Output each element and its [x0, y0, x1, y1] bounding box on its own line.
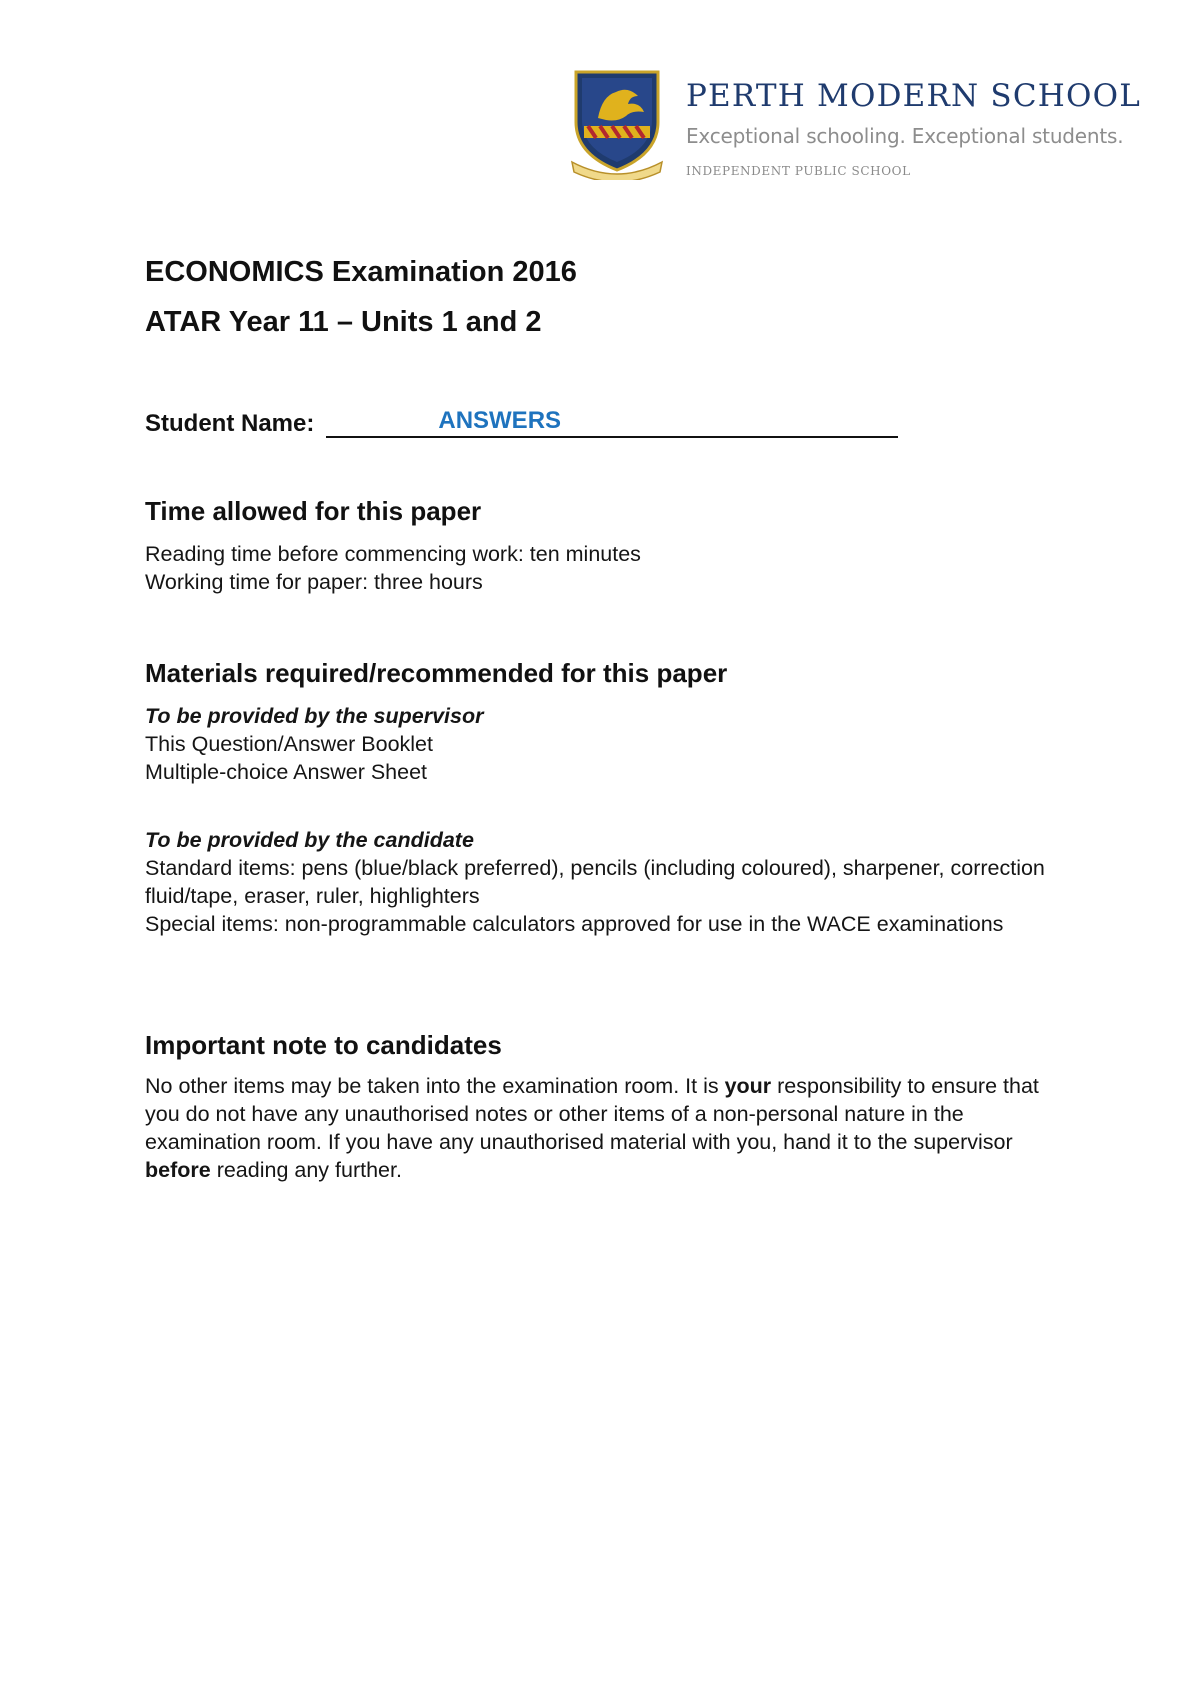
student-name-label: Student Name:: [145, 410, 315, 437]
school-type: INDEPENDENT PUBLIC SCHOOL: [686, 164, 911, 178]
student-name-row: [145, 406, 898, 438]
supervisor-materials: [145, 702, 1075, 786]
candidate-materials: [145, 826, 1075, 938]
candidate-heading: To be provided by the candidate: [145, 828, 474, 852]
working-time: Working time for paper: three hours: [145, 570, 483, 594]
important-note-text: [145, 1072, 1075, 1184]
note-emphasis-your: your: [724, 1074, 772, 1098]
supervisor-heading: To be provided by the supervisor: [145, 704, 484, 728]
exam-title: ECONOMICS Examination 2016: [145, 256, 577, 288]
supervisor-item: This Question/Answer Booklet: [145, 732, 433, 756]
exam-subtitle: ATAR Year 11 – Units 1 and 2: [145, 306, 542, 338]
time-allowed-heading: Time allowed for this paper: [145, 496, 482, 526]
note-emphasis-before: before: [145, 1158, 211, 1182]
student-name-field[interactable]: [326, 406, 898, 438]
important-note-heading: Important note to candidates: [145, 1030, 502, 1060]
standard-items: Standard items: pens (blue/black preferred), pencils (including coloured), sharpener, correction fluid/tape, eraser, ruler, highlighters: [145, 856, 1045, 908]
reading-time: Reading time before commencing work: ten minutes: [145, 542, 641, 566]
school-crest-icon: [568, 66, 666, 180]
student-name-value: ANSWERS: [438, 407, 562, 434]
school-tagline: Exceptional schooling. Exceptional students.: [686, 124, 1124, 148]
time-allowed-details: [145, 540, 1075, 596]
special-items: Special items: non-programmable calculators approved for use in the WACE examinations: [145, 912, 1004, 936]
supervisor-item: Multiple-choice Answer Sheet: [145, 760, 428, 784]
school-name: PERTH MODERN SCHOOL: [686, 78, 1142, 114]
note-text: responsibility to ensure that you do not have any unauthorised notes or other items of a non-personal nature in the examination room. If you have any unauthorised material with you, hand it to the supervisor: [145, 1074, 1039, 1154]
note-text: reading any further.: [210, 1158, 402, 1182]
materials-heading: Materials required/recommended for this paper: [145, 658, 728, 688]
note-text: No other items may be taken into the examination room. It is: [145, 1074, 725, 1098]
